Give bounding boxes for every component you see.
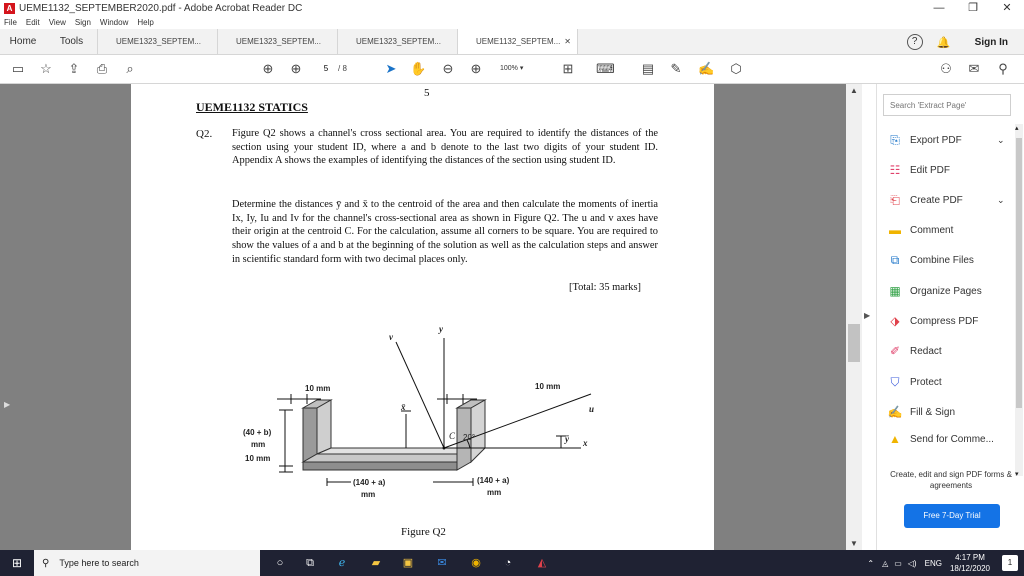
minimize-button[interactable]: — — [933, 2, 945, 14]
axis-y-label: y — [439, 324, 443, 334]
scrollbar-thumb[interactable] — [848, 324, 860, 362]
page-number-input[interactable] — [318, 63, 334, 75]
menu-view[interactable]: View — [48, 18, 66, 27]
organize-pages-icon: ▦ — [889, 284, 901, 298]
width-right-unit: mm — [487, 488, 502, 497]
panel-item-redact[interactable] — [887, 343, 942, 359]
doc-tab-active[interactable] — [458, 29, 578, 54]
panel-item-send-comment[interactable] — [887, 434, 994, 444]
tools-search-input[interactable] — [883, 94, 1011, 116]
system-tray — [867, 550, 1024, 576]
scroll-down-icon[interactable]: ▼ — [850, 539, 858, 548]
panel-item-label: Send for Comme... — [910, 434, 994, 444]
fit-page-icon[interactable]: ⊞ — [562, 61, 574, 76]
axis-x-label: x — [583, 438, 588, 448]
tools-panel — [876, 84, 1024, 550]
keyboard-icon[interactable]: ⌨ — [596, 61, 615, 76]
width-left-label: (140 + a) — [353, 478, 386, 487]
question-number: Q2. — [196, 128, 213, 140]
add-user-icon[interactable]: ⚲ — [998, 61, 1008, 76]
highlight-icon[interactable]: ✎ — [670, 61, 682, 76]
notification-icon[interactable]: 1 — [1002, 555, 1018, 571]
page-total: / 8 — [338, 64, 347, 73]
doc-tab[interactable]: UEME1323_SEPTEM... — [98, 29, 218, 54]
mail-app-icon[interactable]: ✉ — [437, 557, 447, 569]
taskbar-search-placeholder: Type here to search — [59, 558, 139, 568]
document-scrollbar[interactable] — [846, 84, 862, 550]
tab-home[interactable]: Home — [9, 36, 37, 47]
panel-scroll-thumb[interactable] — [1016, 138, 1022, 408]
panel-item-label: Combine Files — [910, 254, 974, 266]
close-button[interactable]: ✕ — [1002, 2, 1012, 14]
right-thickness-label: 10 mm — [535, 382, 561, 391]
panel-item-label: Compress PDF — [910, 315, 979, 327]
clock[interactable] — [950, 552, 990, 574]
comment-icon[interactable]: ▤ — [641, 61, 655, 76]
doc-tab-label: UEME1132_SEPTEM... — [476, 37, 561, 46]
panel-item-label: Create PDF — [910, 194, 963, 206]
panel-item-comment[interactable] — [887, 222, 953, 238]
chevron-down-icon[interactable]: ⌄ — [997, 134, 1005, 145]
tab-tools[interactable]: Tools — [46, 29, 98, 54]
zoom-select[interactable]: 100% ▾ — [500, 65, 524, 72]
taskbar-search[interactable] — [34, 550, 260, 576]
menu-edit[interactable]: Edit — [25, 18, 40, 27]
channel-diagram — [241, 324, 641, 524]
panel-item-compress-pdf[interactable] — [887, 313, 978, 329]
figure-caption: Figure Q2 — [401, 526, 446, 538]
battery-icon[interactable]: ▭ — [894, 558, 902, 568]
hand-tool-icon[interactable]: ✋ — [410, 61, 427, 76]
window-title: UEME1132_SEPTEMBER2020.pdf - Adobe Acrobat Reader DC — [19, 2, 303, 14]
collapse-right-icon[interactable]: ▶ — [864, 311, 871, 320]
tray-chevron-icon[interactable]: ⌃ — [867, 558, 875, 568]
width-left-unit: mm — [361, 490, 376, 499]
panel-item-organize-pages[interactable] — [887, 283, 982, 299]
print-icon[interactable]: ⎙ — [96, 61, 108, 76]
combine-files-icon: ⧉ — [890, 253, 900, 267]
scroll-up-icon[interactable]: ▲ — [850, 86, 858, 95]
axis-v-label: v — [389, 332, 393, 342]
fill-sign-icon: ✍ — [887, 405, 903, 419]
angle-label: 20° — [463, 433, 476, 442]
menu-file[interactable]: File — [4, 18, 17, 27]
menu-bar — [0, 16, 1024, 29]
document-viewport[interactable] — [0, 84, 862, 550]
clock-time: 4:17 PM — [955, 553, 985, 562]
free-trial-button[interactable]: Free 7-Day Trial — [904, 504, 1000, 528]
zoom-in-icon[interactable]: ⊕ — [470, 61, 482, 76]
left-thickness-label: 10 mm — [305, 384, 331, 393]
select-cursor-icon[interactable]: ➤ — [385, 61, 397, 76]
edit-pdf-icon: ☷ — [889, 163, 901, 177]
prev-page-icon[interactable]: ⊕ — [262, 61, 274, 76]
acrobat-taskbar-icon[interactable]: ◭ — [537, 557, 547, 569]
page-number: 5 — [424, 87, 430, 99]
export-pdf-icon: ⎘ — [890, 133, 900, 147]
pdf-page — [131, 84, 714, 550]
zoom-out-icon[interactable]: ⊖ — [442, 61, 454, 76]
height-unit-label: mm — [251, 440, 266, 449]
bookmark-star-icon[interactable]: ☆ — [40, 61, 52, 76]
help-icon[interactable]: ? — [907, 34, 923, 50]
toolbar — [0, 55, 1024, 84]
windows-start-icon[interactable]: ⊞ — [11, 556, 23, 570]
taskbar — [0, 550, 1024, 576]
title-bar — [0, 0, 1024, 16]
panel-item-export-pdf[interactable] — [887, 132, 1005, 148]
panel-item-protect[interactable] — [887, 374, 942, 390]
bell-icon[interactable]: 🔔 — [936, 37, 951, 49]
total-marks: [Total: 35 marks] — [569, 282, 641, 293]
store-icon[interactable]: ▣ — [402, 557, 414, 569]
edge-icon[interactable]: ℯ — [338, 557, 346, 569]
doc-tab[interactable]: UEME1323_SEPTEM... — [338, 29, 458, 54]
panel-item-label: Redact — [910, 345, 942, 357]
sign-icon[interactable]: ✍ — [698, 61, 715, 76]
menu-help[interactable]: Help — [137, 18, 154, 27]
network-icon[interactable]: ◬ — [882, 558, 889, 568]
promo-text: Create, edit and sign PDF forms & agreements — [890, 470, 1012, 490]
chevron-down-icon[interactable]: ⌄ — [997, 194, 1005, 205]
next-page-icon[interactable]: ⊕ — [290, 61, 302, 76]
panel-item-fill-sign[interactable] — [887, 404, 955, 420]
acrobat-logo-icon: A — [4, 3, 15, 14]
panel-scroll-up-icon[interactable]: ▴ — [1015, 125, 1019, 132]
panel-item-label: Fill & Sign — [910, 406, 956, 418]
window-controls — [922, 0, 1024, 16]
panel-item-create-pdf[interactable] — [887, 192, 1005, 208]
height-label: (40 + b) — [243, 428, 272, 437]
file-explorer-icon[interactable]: ▰ — [371, 557, 381, 569]
width-right-label: (140 + a) — [477, 476, 510, 485]
mail-icon[interactable]: ✉ — [968, 61, 980, 76]
create-pdf-icon: ⎗ — [890, 193, 900, 207]
save-icon[interactable]: ▭ — [11, 61, 25, 76]
panel-item-label: Edit PDF — [910, 164, 951, 176]
zoom-value: 100% — [500, 65, 518, 72]
share-icon[interactable]: ⇪ — [68, 61, 80, 76]
channel-figure — [241, 324, 641, 524]
question-paragraph-2: Determine the distances ȳ and x̄ to the centroid of the area and then calculate the moments of inertia Ix, Iy, Iu and Iv for the channel's cross-sectional area as shown in Figure Q2. The u and v axes have their origin at the centroid C. For the calculation, assume all corners to be square. You are required to show the values of a and b at the beginning of the solution as well as the calculation steps and answer in scientific standard form with two decimal places only. — [232, 199, 658, 265]
course-heading: UEME1132 STATICS — [196, 100, 308, 114]
clock-date: 18/12/2020 — [949, 564, 990, 573]
panel-scroll-down-icon[interactable]: ▾ — [1015, 471, 1019, 478]
search-icon[interactable]: ⌕ — [126, 61, 134, 76]
chrome-icon[interactable]: ◉ — [471, 557, 481, 569]
ybar-label: ȳ — [565, 434, 569, 444]
menu-window[interactable]: Window — [99, 18, 129, 27]
compress-pdf-icon: ⬗ — [890, 314, 900, 328]
panel-item-label: Organize Pages — [910, 285, 982, 297]
tab-bar — [0, 29, 1024, 55]
share-link-icon[interactable]: ⚇ — [940, 61, 952, 76]
redact-icon: ✐ — [889, 344, 901, 358]
panel-item-combine-files[interactable] — [887, 252, 974, 268]
panel-item-label: Protect — [910, 376, 942, 388]
question-paragraph-1: Figure Q2 shows a channel's cross sectional area. You are required to identify the distances of the section using your student ID, where a and b denote to the last two digits of your student ID. Appendix A shows the examples of identifying the distances of the section using student ID. — [232, 128, 658, 167]
close-tab-icon[interactable]: ✕ — [564, 37, 571, 46]
comment-icon: ▬ — [889, 223, 901, 237]
centroid-label: C — [449, 431, 456, 441]
sign-in-button[interactable]: Sign In — [974, 36, 1008, 48]
volume-icon[interactable]: ◁) — [907, 558, 917, 568]
panel-scrollbar[interactable] — [1015, 124, 1023, 476]
task-view-icon[interactable]: ⧉ — [306, 557, 314, 569]
send-comment-icon: ▲ — [889, 434, 901, 444]
xbar-label: x̄ — [401, 402, 406, 412]
speedometer-icon[interactable]: ◔ — [504, 557, 512, 569]
collapse-left-icon[interactable]: ▶ — [4, 400, 11, 409]
panel-item-edit-pdf[interactable] — [887, 162, 950, 178]
doc-tab[interactable]: UEME1323_SEPTEM... — [218, 29, 338, 54]
language-indicator[interactable]: ENG — [924, 558, 942, 568]
search-icon: ⚲ — [42, 557, 50, 569]
axis-u-label: u — [589, 404, 595, 414]
cortana-icon[interactable]: ○ — [276, 557, 284, 569]
menu-sign[interactable]: Sign — [74, 18, 91, 27]
protect-icon: ⛉ — [890, 375, 900, 389]
maximize-button[interactable]: ❐ — [968, 2, 978, 14]
bottom-thickness-label: 10 mm — [245, 454, 271, 463]
panel-item-label: Comment — [910, 224, 954, 236]
panel-item-label: Export PDF — [910, 134, 962, 146]
stamp-icon[interactable]: ⬡ — [730, 61, 742, 76]
